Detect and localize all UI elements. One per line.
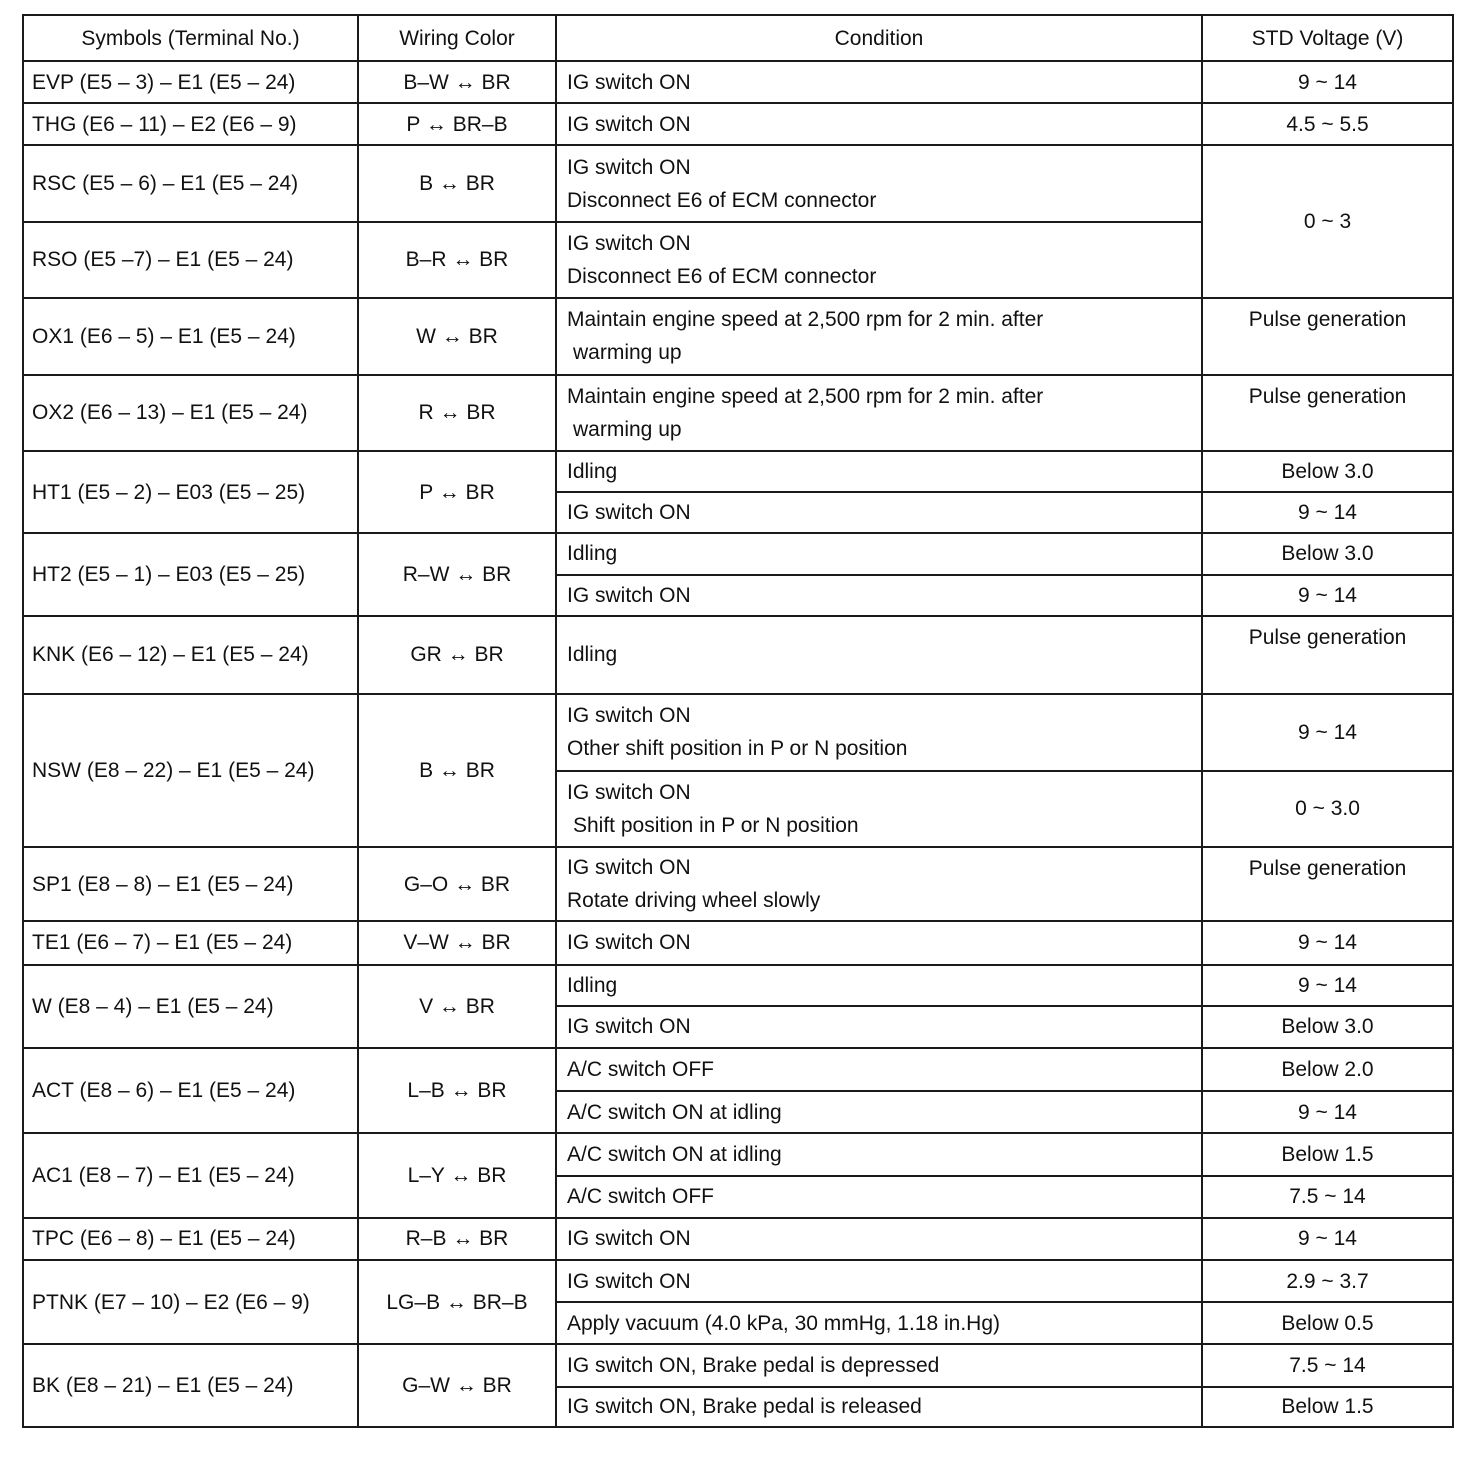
condition-cell [556,616,1202,694]
table-row [23,847,1453,921]
condition-line: IG switch ON [567,70,691,94]
terminal-symbol: HT1 (E5 – 2) – E03 (E5 – 25) [23,451,358,533]
terminal-symbol: TPC (E6 – 8) – E1 (E5 – 24) [23,1218,358,1260]
condition-cell [556,771,1202,847]
table-row [23,1260,1453,1302]
condition-line: IG switch ON [567,856,691,880]
condition-line: Maintain engine speed at 2,500 rpm for 2 min. after [567,308,1044,332]
wiring-color: B ↔ BR [358,694,556,847]
table-row [23,694,1453,770]
table-body [23,61,1453,1427]
wiring-color: GR ↔ BR [358,616,556,694]
condition-line: Apply vacuum (4.0 kPa, 30 mmHg, 1.18 in.Hg) [567,1311,1001,1335]
condition-cell [556,921,1202,964]
condition-line: IG switch ON [567,501,691,525]
header-row [23,15,1453,61]
wiring-color: V ↔ BR [358,965,556,1048]
terminal-symbol: OX1 (E6 – 5) – E1 (E5 – 24) [23,298,358,374]
condition-cell [556,1048,1202,1091]
std-voltage: 9 ~ 14 [1202,1091,1453,1133]
table-row [23,298,1453,374]
std-voltage: 4.5 ~ 5.5 [1202,103,1453,145]
condition-cell [556,533,1202,574]
wiring-color: L–B ↔ BR [358,1048,556,1133]
table-row [23,103,1453,145]
terminal-symbol: KNK (E6 – 12) – E1 (E5 – 24) [23,616,358,694]
condition-line: Maintain engine speed at 2,500 rpm for 2 min. after [567,384,1044,408]
header-condition: Condition [556,15,1202,61]
condition-line: Idling [567,460,618,484]
table-row [23,1218,1453,1260]
std-voltage: Below 1.5 [1202,1133,1453,1175]
wiring-color: R–B ↔ BR [358,1218,556,1260]
condition-cell [556,847,1202,921]
header-std-voltage: STD Voltage (V) [1202,15,1453,61]
std-voltage: 9 ~ 14 [1202,694,1453,770]
wiring-color: LG–B ↔ BR–B [358,1260,556,1344]
table-row [23,61,1453,103]
table-row [23,965,1453,1006]
condition-line: IG switch ON [567,780,691,804]
wiring-color: B–R ↔ BR [358,222,556,298]
wiring-color: G–O ↔ BR [358,847,556,921]
wiring-color: G–W ↔ BR [358,1344,556,1427]
terminal-symbol: OX2 (E6 – 13) – E1 (E5 – 24) [23,375,358,451]
condition-line: A/C switch OFF [567,1185,715,1209]
table-row [23,451,1453,492]
condition-cell [556,375,1202,451]
wiring-color: P ↔ BR–B [358,103,556,145]
terminal-symbol: THG (E6 – 11) – E2 (E6 – 9) [23,103,358,145]
condition-line: IG switch ON [567,704,691,728]
wiring-color: R ↔ BR [358,375,556,451]
wiring-color: V–W ↔ BR [358,921,556,964]
std-voltage: Pulse generation [1202,375,1453,451]
std-voltage: 9 ~ 14 [1202,921,1453,964]
condition-cell [556,1176,1202,1218]
condition-cell [556,61,1202,103]
wiring-color: B ↔ BR [358,145,556,221]
std-voltage: Below 3.0 [1202,451,1453,492]
condition-cell [556,1387,1202,1427]
wiring-color: R–W ↔ BR [358,533,556,615]
condition-line: Disconnect E6 of ECM connector [567,264,877,288]
terminal-symbol: NSW (E8 – 22) – E1 (E5 – 24) [23,694,358,847]
terminal-symbol: BK (E8 – 21) – E1 (E5 – 24) [23,1344,358,1427]
condition-line: Rotate driving wheel slowly [567,889,821,913]
condition-cell [556,222,1202,298]
wiring-color: W ↔ BR [358,298,556,374]
table-row [23,533,1453,574]
std-voltage: 0 ~ 3 [1202,145,1453,298]
terminal-symbol: SP1 (E8 – 8) – E1 (E5 – 24) [23,847,358,921]
std-voltage: 7.5 ~ 14 [1202,1176,1453,1218]
table-row [23,145,1453,221]
condition-line: IG switch ON, Brake pedal is depressed [567,1353,940,1377]
std-voltage: Pulse generation [1202,847,1453,921]
terminal-symbol: EVP (E5 – 3) – E1 (E5 – 24) [23,61,358,103]
terminal-symbol: HT2 (E5 – 1) – E03 (E5 – 25) [23,533,358,615]
wiring-color: L–Y ↔ BR [358,1133,556,1217]
table-row [23,375,1453,451]
terminal-symbol: RSO (E5 –7) – E1 (E5 – 24) [23,222,358,298]
condition-line: IG switch ON, Brake pedal is released [567,1395,922,1419]
table-row [23,1344,1453,1386]
condition-cell [556,694,1202,770]
condition-cell [556,575,1202,616]
condition-cell [556,965,1202,1006]
condition-line: warming up [573,417,682,441]
condition-line: Other shift position in P or N position [567,737,908,761]
std-voltage: 7.5 ~ 14 [1202,1344,1453,1386]
std-voltage: Below 3.0 [1202,533,1453,574]
condition-cell [556,1133,1202,1175]
condition-cell [556,451,1202,492]
wiring-color: B–W ↔ BR [358,61,556,103]
condition-line: IG switch ON [567,1269,691,1293]
condition-cell [556,1302,1202,1344]
std-voltage: Below 1.5 [1202,1387,1453,1427]
condition-cell [556,103,1202,145]
std-voltage: Pulse generation [1202,616,1453,694]
condition-line: A/C switch ON at idling [567,1100,782,1124]
condition-line: IG switch ON [567,931,691,955]
condition-cell [556,145,1202,221]
terminal-symbol: ACT (E8 – 6) – E1 (E5 – 24) [23,1048,358,1133]
std-voltage: 0 ~ 3.0 [1202,771,1453,847]
terminal-symbol: TE1 (E6 – 7) – E1 (E5 – 24) [23,921,358,964]
condition-cell [556,1218,1202,1260]
condition-line: IG switch ON [567,231,691,255]
condition-line: A/C switch ON at idling [567,1142,782,1166]
table-row [23,921,1453,964]
std-voltage: Pulse generation [1202,298,1453,374]
condition-line: IG switch ON [567,583,691,607]
std-voltage: Below 0.5 [1202,1302,1453,1344]
condition-line: IG switch ON [567,155,691,179]
table-row [23,1048,1453,1091]
std-voltage: 9 ~ 14 [1202,1218,1453,1260]
condition-cell [556,1344,1202,1386]
std-voltage: 2.9 ~ 3.7 [1202,1260,1453,1302]
header-wiring-color: Wiring Color [358,15,556,61]
condition-line: Disconnect E6 of ECM connector [567,188,877,212]
condition-cell [556,1006,1202,1048]
condition-line: Idling [567,542,618,566]
condition-line: warming up [573,341,682,365]
condition-cell [556,298,1202,374]
header-symbols: Symbols (Terminal No.) [23,15,358,61]
terminal-voltage-table [22,14,1454,1428]
terminal-symbol: PTNK (E7 – 10) – E2 (E6 – 9) [23,1260,358,1344]
std-voltage: Below 2.0 [1202,1048,1453,1091]
condition-cell [556,1091,1202,1133]
std-voltage: 9 ~ 14 [1202,965,1453,1006]
terminal-symbol: AC1 (E8 – 7) – E1 (E5 – 24) [23,1133,358,1217]
std-voltage: 9 ~ 14 [1202,61,1453,103]
std-voltage: 9 ~ 14 [1202,492,1453,533]
condition-line: Idling [567,973,618,997]
condition-line: IG switch ON [567,1227,691,1251]
condition-line: A/C switch OFF [567,1058,715,1082]
terminal-symbol: W (E8 – 4) – E1 (E5 – 24) [23,965,358,1048]
wiring-color: P ↔ BR [358,451,556,533]
table-row [23,616,1453,694]
table-row [23,1133,1453,1175]
condition-line: Idling [567,643,618,667]
condition-line: Shift position in P or N position [573,813,859,837]
terminal-symbol: RSC (E5 – 6) – E1 (E5 – 24) [23,145,358,221]
condition-line: IG switch ON [567,112,691,136]
condition-line: IG switch ON [567,1015,691,1039]
condition-cell [556,1260,1202,1302]
std-voltage: Below 3.0 [1202,1006,1453,1048]
condition-cell [556,492,1202,533]
std-voltage: 9 ~ 14 [1202,575,1453,616]
